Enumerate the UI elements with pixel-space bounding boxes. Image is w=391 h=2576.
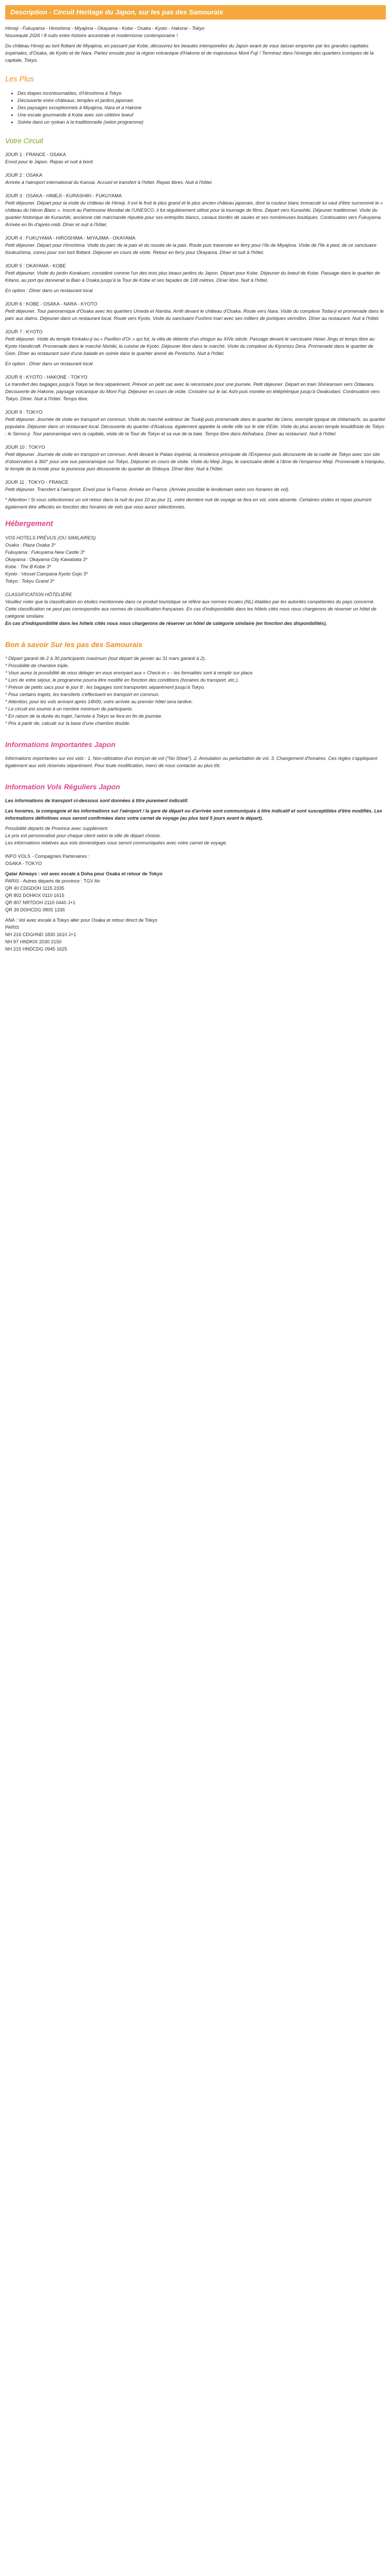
day-title: JOUR 2 : OSAKA bbox=[5, 173, 42, 178]
vols-paris: PARIS - Autres départs de province : TGV Air bbox=[5, 878, 100, 884]
flight-line: NH 97 HNDKIX 2030 2150 bbox=[5, 939, 62, 944]
bon-savoir-item: * En raison de la durée du trajet, l'arrivée à Tokyo se fera en fin de journée. bbox=[5, 714, 162, 719]
day-text: Petit déjeuner. Départ pour la visite du château de Himeji. Il est le fruit le plus grand et le plus ancien château japonais, dont la couleur blanc immaculé lui vaut d'être surnommé le « château du Héron Blanc ». Inscrit au Patrimoine Mondial de l'UNESCO, il fut régulièrement utilisé pour la tournage de films. Départ vers Kurashiki. Déjeuner traditionnel. Visite du quartier historique de Kurashiki, ancienne cité marchande réputée pour ses entrepôts blancs, canaux bordés de saules et ses nombreuses boutiques. Continuation vers Fukuyama. Arrivée en fin d'après-midi. Dîner et nuit à l'hôtel. bbox=[5, 200, 383, 227]
hotel-line: Kyoto : Vessel Campana Kyoto Gojo 3* bbox=[5, 571, 88, 577]
bon-savoir-item: * Le circuit est soumis à un nombre minimum de participants. bbox=[5, 706, 134, 711]
intro-paragraph: Du château Himeji au torii flottant de Miyajima, en passant par Kobe, découvrez les beautés intemporelles du Japon avant de vous laisser emporter par les grandes capitales impériales, d'Osaka, de Kyoto et de Nara. Partez ensuite pour la région volcanique d'Hakone et de majestueux Mont Fuji ! Terminez dans l'énergie des quartiers iconiques de la capitale, Tokyo. bbox=[5, 43, 374, 63]
vols-qatar: Qatar Airways : vol avec escale à Doha pour Osaka et retour de Tokyo bbox=[5, 871, 162, 876]
day-title: JOUR 10 : TOKYO bbox=[5, 445, 45, 450]
flight-line: NH 216 CDGHND 1830 1610 J+1 bbox=[5, 932, 76, 937]
day-title: JOUR 11 : TOKYO - FRANCE bbox=[5, 480, 69, 485]
day-title: JOUR 1 : FRANCE - OSAKA bbox=[5, 152, 66, 157]
day-text: Petit déjeuner. Transfert à l'aéroport. Envol pour la France. Arrivée en France. (Arrivée possible le lendemain selon vos horaires de vol). bbox=[5, 487, 290, 492]
list-item: • Des étapes incontournables, d'Hiroshima à Tokyo bbox=[18, 90, 386, 97]
bon-savoir-item: * Départ garanti de 2 à 30 participants maximum (tout départ de janvier au 31 mars garanti à 2). bbox=[5, 656, 206, 661]
day-title: JOUR 7 : KYOTO bbox=[5, 329, 43, 334]
flight-line: QR 39 DOHCDG 0805 1335 bbox=[5, 907, 65, 912]
classification-note: En cas d'indisponibilité dans les hôtels cités nous nous chargerons de réserver un hôtel de catégorie similaire (en fonction des disponibilités). bbox=[5, 621, 328, 626]
bon-savoir-item: * Lors de votre séjour, le programme pourra être modifié en fonction des conditions (horaires du transport, etc.). bbox=[5, 677, 239, 683]
vols-para3: Les informations relatives aux vols domestiques vous seront communiquées avec votre carnet de voyage. bbox=[5, 840, 227, 845]
day-title: JOUR 9 : TOKYO bbox=[5, 410, 43, 415]
list-item: • Soirée dans un ryokan à la traditionnelle (selon programme) bbox=[18, 118, 386, 126]
hotel-line: Okayama : Okayama City Kawabata 3* bbox=[5, 557, 88, 562]
hotel-list bbox=[5, 534, 386, 585]
bon-savoir-item: * Prix à partir de, calculé sur la base d'une chambre double. bbox=[5, 721, 131, 726]
vols-info-heading: INFO VOLS - Compagnies Partenaires : bbox=[5, 854, 90, 859]
flight-list-2 bbox=[5, 931, 386, 953]
vols-title: Information Vols Réguliers Japon bbox=[5, 783, 120, 791]
day-text: Envol pour le Japon. Repas et nuit à bord. bbox=[5, 159, 94, 164]
vols-para1: Possibilité départs de Province avec supplément. bbox=[5, 826, 109, 831]
bon-savoir-item: * Pour certains trajets, les transferts s'effectuent en transport en commun. bbox=[5, 692, 160, 697]
day-text: En option : Dîner dans un restaurant local bbox=[5, 361, 93, 366]
route-line: Himeji - Fukuyama - Hiroshima - Miyajima - Okayama - Kobe - Osaka - Kyoto - Hakone - Tokyo bbox=[5, 26, 205, 31]
hotel-line: VOS HOTELS PRÉVUS (OU SIMILAIRES) bbox=[5, 535, 96, 540]
classification-text: Veuillez noter que la classification en étoiles mentionnée dans ce produit touristique se réfère aux normes locales (NL) établies par les autorités compétentes du pays concerné. Cette classification ne peut pas correspondre aux normes de classification françaises. En cas d'indisponibilité dans les hôtels cités nous nous chargerons de réserver un hôtel de catégorie similaire. bbox=[5, 599, 377, 619]
bon-savoir-item: * Possibilité de chambre triple. bbox=[5, 663, 69, 668]
main-content bbox=[0, 25, 391, 959]
circuit-title: Votre Circuit bbox=[5, 137, 43, 145]
plus-title: Les Plus bbox=[5, 75, 34, 83]
vols-intro: Les informations de transport ci-dessous sont données à titre purement indicatif. bbox=[5, 798, 189, 803]
list-item: • Des paysages exceptionnels à Miyajima, Nara et à Hakone bbox=[18, 104, 386, 111]
day-title: JOUR 6 : KOBE - OSAKA - NARA - KYOTO bbox=[5, 301, 97, 307]
vols-bold: Les horaires, la compagnie et les informations sur l'aéroport / la gare de départ ou d'arrivée sont communiqués à titre indicatif et sont susceptibles d'être modifiés. Les informations définitives vous seront confirmées dans votre carnet de voyage (au plus tard 5 jours avant le départ). bbox=[5, 808, 383, 821]
page-banner: Description - Circuit Heritage du Japon, sur les pas des Samourais bbox=[5, 5, 386, 20]
period-line: Nouveauté 2026 ! 8 nuits entre histoire ancestrale et modernisme contemporaine ! bbox=[5, 33, 178, 38]
vols-paris2: PARIS bbox=[5, 925, 19, 930]
day-text: Arrivée à l'aéroport international du Kansai. Accueil et transfert à l'hôtel. Repas libres. Nuit à l'hôtel. bbox=[5, 180, 213, 185]
hotel-line: Tokyo : Tokyu Grand 3* bbox=[5, 579, 55, 584]
day-title: JOUR 4 : FUKUYAMA - HIROSHIMA - MIYAJIMA - OKAYAMA bbox=[5, 235, 136, 241]
hotel-line: Kobe : The B Kobe 3* bbox=[5, 564, 51, 569]
classification-title: CLASSIFICATION HÔTELIÈRE bbox=[5, 592, 72, 597]
day-title: JOUR 5 : OKAYAMA - KOBE bbox=[5, 263, 66, 268]
bon-savoir-item: * Prévoir de petits sacs pour le jour 8 : les bagages sont transportés séparément jusqu'à Tokyo. bbox=[5, 685, 205, 690]
hotel-line: Fukuyama : Fukuyama New Castle 3* bbox=[5, 550, 85, 555]
list-item: • Une escale gourmande à Kobe avec son célèbre boeuf bbox=[18, 111, 386, 118]
vols-para2: Le prix est personnalisé pour chaque client selon la ville de départ choisie. bbox=[5, 833, 161, 838]
day-text: Petit déjeuner. Journée de visite en transport en commun. Arrêt devant le Palais impérial, la résidence principale de l'Empereur puis découverte de la ruelle de Tokyo avec son site d'observation à 360° pour une vue panoramique sur Tokyo. Déjeuner en cours de visite. Visite du Meiji Jingu, le sanctuaire dédié à l'âme de l'empereur Meiji. Promenade à Harajuku, le temple de la mode pour la jeunesse puis découverte du quartier de Shibuya. Dîner libre. Nuit à l'hôtel. bbox=[5, 452, 385, 471]
day-text: Le transfert des bagages jusqu'à Tokyo se fera séparément. Prévoir un petit sac avec le nécessaire pour une journée. Petit déjeuner. Départ en train Shinkansen vers Odawara. Découverte de Hakone, paysage volcanique du Mont Fuji. Déjeuner en cours de visite. Croisière sur le lac Ashi puis montée en téléphérique jusqu'à Owakudani. Continuation vers Tokyo. Dîner. Nuit à l'hôtel. Temps libre. bbox=[5, 382, 380, 401]
day-text: En option : Dîner dans un restaurant local bbox=[5, 288, 93, 293]
day-text: * Attention ! Si vous sélectionnez un vol retour dans la nuit du jour 10 au jour 11, votre dernière nuit de voyage se fera en vol, voire absente. Certaines visites et repas pourront également être affectés en fonction des horaires de vols que vous aurez sélectionnés. bbox=[5, 497, 371, 510]
info-text: Informations importantes sur vos vols : 1. Non-utilisation d'un tronçon de vol ("No Show"). 2. Annulation ou perturbation de vol. 3. Changement d'horaires. Ces règles s'appliquent également aux vols réservés séparément. Pour toute modification, merci de nous contacter au plus tôt. bbox=[5, 756, 378, 768]
bon-savoir-list bbox=[5, 655, 386, 727]
day-text: Petit déjeuner. Tour panoramique d'Osaka avec les quartiers Umeda et Namba. Arrêt devant le château d'Osaka. Route vers Nara. Visite du complexe Todai-ji et promenade dans le parc aux daims. Déjeuner dans un restaurant local. Route vers Kyoto. Visite du sanctuaire Fushimi Inari avec ses milliers de portiques vermillon. Dîner au restaurant. Nuit à l'hôtel. bbox=[5, 309, 384, 321]
day-text: Petit déjeuner. Visite du jardin Korakuen, considéré comme l'un des trois plus beaux jardins du Japon. Départ pour Kobe. Déjeuner du boeuf de Kobe. Passage dans le quartier de Kitano, au port qui donnerait la Bain à Osaka jusqu'à la Tour de Kobe et ses façades de 108 mètres. Dîner libre. Nuit à l'hôtel. bbox=[5, 270, 380, 283]
info-title: Informations Importantes Japon bbox=[5, 740, 116, 749]
flight-line: NH 215 HNDCDG 0945 1625 bbox=[5, 946, 68, 952]
day-text: Petit déjeuner. Départ pour Hiroshima. Visite du parc de la paix et du musée de la paix. Route puis traversée en ferry pour l'île de Miyajima. Visite de l'île à pied, de ce sanctuaire Itsukushima, connu pour son torii flottant. Déjeuner en cours de visite. Retour en ferry pour Okayama. Dîner et nuit à l'hôtel. bbox=[5, 243, 377, 255]
vols-ana: ANA : Vol avec escale à Tokyo aller pour Osaka et retour direct de Tokyo bbox=[5, 918, 157, 923]
day-title: JOUR 8 : KYOTO - HAKONE - TOKYO bbox=[5, 375, 88, 380]
hotels-title: Hébergement bbox=[5, 520, 53, 528]
page bbox=[0, 5, 391, 959]
bon-savoir-title: Bon à savoir Sur les pas des Samourais bbox=[5, 640, 143, 649]
day-text: Petit déjeuner. Journée de visite en transport en commun. Visite du marché extérieur de Tsukiji puis promenade dans le quartier de Ueno, exemple typique de shitamachi, ou quartier populaire. Déjeuner dans un restaurant local. Découverte du quartier d'Asakusa, également appelée la vieille ville sur le site d'Edo. Visite du plus ancien temple bouddhiste de Tokyo : le Senso-ji. Tour panoramique vers la capitale, visite de la Tour de Tokyo et sa vue de la baie. Temps libre dans Akihabara. Dîner au restaurant. Nuit à l'hôtel. bbox=[5, 417, 386, 436]
flight-line: QR 40 CDGDOH 1115 2335 bbox=[5, 886, 64, 891]
plus-list bbox=[5, 90, 386, 126]
hotel-line: Osaka : Plaza Osaka 3* bbox=[5, 543, 56, 548]
flight-list bbox=[5, 885, 386, 913]
vols-route: OSAKA - TOKYO bbox=[5, 861, 42, 866]
circuit-days bbox=[5, 151, 386, 511]
day-text: Petit déjeuner. Visite du temple Kinkaku-ji ou « Pavillon d'Or » qui fut, la villa de détente d'un shogun au XIVe siècle. Passage devant le sanctuaire Heian Jingu et temps libre au Kyoto Handicraft. Promenade dans le marché Nishiki, la cuisine de Kyoto. Déjeuner libre dans le marché. Visite du complexe du Kiyomizu Dera. Promenade dans le quartier de Gion. Dîner au restaurant suivi d'une balade en soirée dans le quartier animé de Pontocho. Nuit à l'hôtel. bbox=[5, 336, 375, 356]
list-item: • Découverte entre châteaux, temples et jardins japonais bbox=[18, 97, 386, 104]
bon-savoir-item: * Vous aurez la possibilité de vous déloger en vous envoyant aux « Check-in » - les formalités sont à remplir sur place. bbox=[5, 670, 254, 675]
day-title: JOUR 3 : OSAKA - HIMEJI - KURASHIKI - FUKUYAMA bbox=[5, 193, 122, 198]
bon-savoir-item: * Attention, pour les vols arrivant après 14h00, votre arrivée au premier hôtel sera tardive. bbox=[5, 699, 193, 704]
flight-line: QR 807 NRTDOH 2110 0440 J+1 bbox=[5, 900, 76, 905]
flight-line: QR 802 DOHKIX 0110 1615 bbox=[5, 893, 64, 898]
